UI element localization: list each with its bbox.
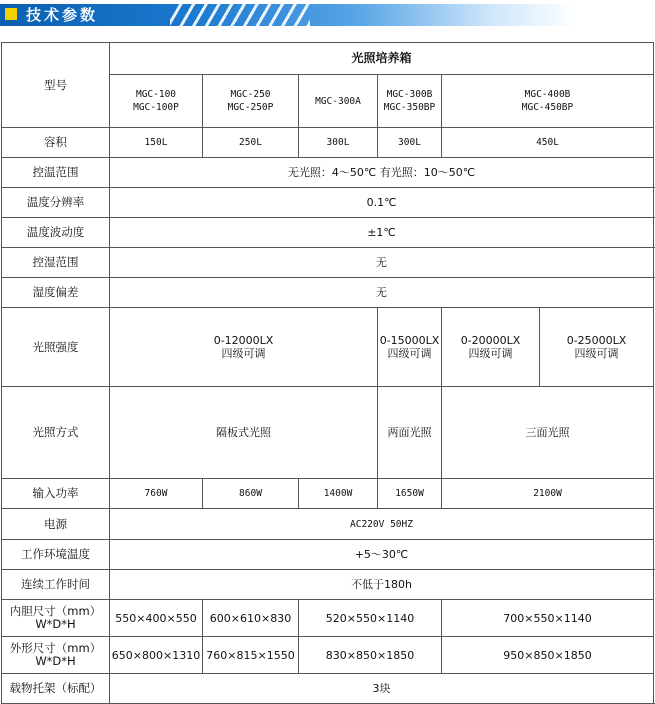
row-label-temp-range: 控温范围 <box>2 158 110 188</box>
row-label-inner-size: 内胆尺寸（mm） W*D*H <box>2 600 110 637</box>
row-label-temp-fluctuation: 温度波动度 <box>2 218 110 248</box>
table-row <box>2 540 654 570</box>
product-name: 光照培养箱 <box>110 43 654 75</box>
inner-size-cell: 520×550×1140 <box>299 600 442 637</box>
power-supply-cell: AC220V 50HZ <box>110 509 654 540</box>
row-label-humidity-deviation: 湿度偏差 <box>2 278 110 308</box>
outer-size-cell: 650×800×1310 <box>110 637 203 674</box>
outer-size-cell: 950×850×1850 <box>442 637 654 674</box>
shelves-value: 3块 <box>110 674 654 704</box>
light-intensity-cell: 0-20000LX 四级可调 <box>442 308 540 387</box>
spec-table <box>1 42 654 704</box>
continuous-time-value: 不低于180h <box>110 570 654 600</box>
input-power-cell: 2100W <box>442 479 654 509</box>
model-cell: MGC-300A <box>299 75 378 128</box>
table-row <box>2 218 654 248</box>
light-intensity-cell: 0-25000LX 四级可调 <box>540 308 654 387</box>
ambient-temp-value: +5～30℃ <box>110 540 654 570</box>
humidity-deviation-value: 无 <box>110 278 654 308</box>
table-row <box>2 570 654 600</box>
inner-size-cell: 550×400×550 <box>110 600 203 637</box>
header-bar <box>0 4 655 26</box>
row-label-ambient-temp: 工作环境温度 <box>2 540 110 570</box>
input-power-cell: 1400W <box>299 479 378 509</box>
input-power-cell: 760W <box>110 479 203 509</box>
outer-size-cell: 760×815×1550 <box>203 637 299 674</box>
model-cell: MGC-400B MGC-450BP <box>442 75 654 128</box>
light-mode-cell: 隔板式光照 <box>110 387 378 479</box>
table-row <box>2 248 654 278</box>
volume-cell: 300L <box>299 128 378 158</box>
row-label-continuous-time: 连续工作时间 <box>2 570 110 600</box>
table-row <box>2 278 654 308</box>
model-cell: MGC-300B MGC-350BP <box>378 75 442 128</box>
light-mode-cell: 两面光照 <box>378 387 442 479</box>
table-row <box>2 479 654 509</box>
row-label-light-intensity: 光照强度 <box>2 308 110 387</box>
volume-cell: 300L <box>378 128 442 158</box>
input-power-cell: 860W <box>203 479 299 509</box>
row-label-power-supply: 电源 <box>2 509 110 540</box>
row-label-input-power: 输入功率 <box>2 479 110 509</box>
model-cell: MGC-250 MGC-250P <box>203 75 299 128</box>
section-title: 技术参数 <box>26 6 99 24</box>
input-power-cell: 1650W <box>378 479 442 509</box>
table-row <box>2 43 654 75</box>
light-mode-cell: 三面光照 <box>442 387 654 479</box>
table-row <box>2 509 654 540</box>
header-stripes <box>170 4 310 26</box>
volume-cell: 250L <box>203 128 299 158</box>
row-label-light-mode: 光照方式 <box>2 387 110 479</box>
row-label-temp-resolution: 温度分辨率 <box>2 188 110 218</box>
outer-size-cell: 830×850×1850 <box>299 637 442 674</box>
row-label-shelves: 载物托架（标配） <box>2 674 110 704</box>
temp-fluctuation-value: ±1℃ <box>110 218 654 248</box>
model-cell: MGC-100 MGC-100P <box>110 75 203 128</box>
inner-size-cell: 700×550×1140 <box>442 600 654 637</box>
table-row <box>2 308 654 387</box>
volume-cell: 450L <box>442 128 654 158</box>
row-label-model: 型号 <box>2 43 110 128</box>
row-label-volume: 容积 <box>2 128 110 158</box>
section-header <box>0 0 655 32</box>
light-intensity-cell: 0-12000LX 四级可调 <box>110 308 378 387</box>
table-row <box>2 128 654 158</box>
humidity-range-value: 无 <box>110 248 654 278</box>
table-row <box>2 600 654 637</box>
light-intensity-cell: 0-15000LX 四级可调 <box>378 308 442 387</box>
table-row <box>2 637 654 674</box>
temp-resolution-value: 0.1℃ <box>110 188 654 218</box>
header-square-icon <box>5 8 17 20</box>
inner-size-cell: 600×610×830 <box>203 600 299 637</box>
temp-range-value: 无光照：4～50℃ 有光照：10～50℃ <box>110 158 654 188</box>
row-label-outer-size: 外形尺寸（mm） W*D*H <box>2 637 110 674</box>
table-row <box>2 158 654 188</box>
table-row <box>2 188 654 218</box>
table-row <box>2 387 654 479</box>
volume-cell: 150L <box>110 128 203 158</box>
row-label-humidity-range: 控湿范围 <box>2 248 110 278</box>
table-row <box>2 674 654 704</box>
